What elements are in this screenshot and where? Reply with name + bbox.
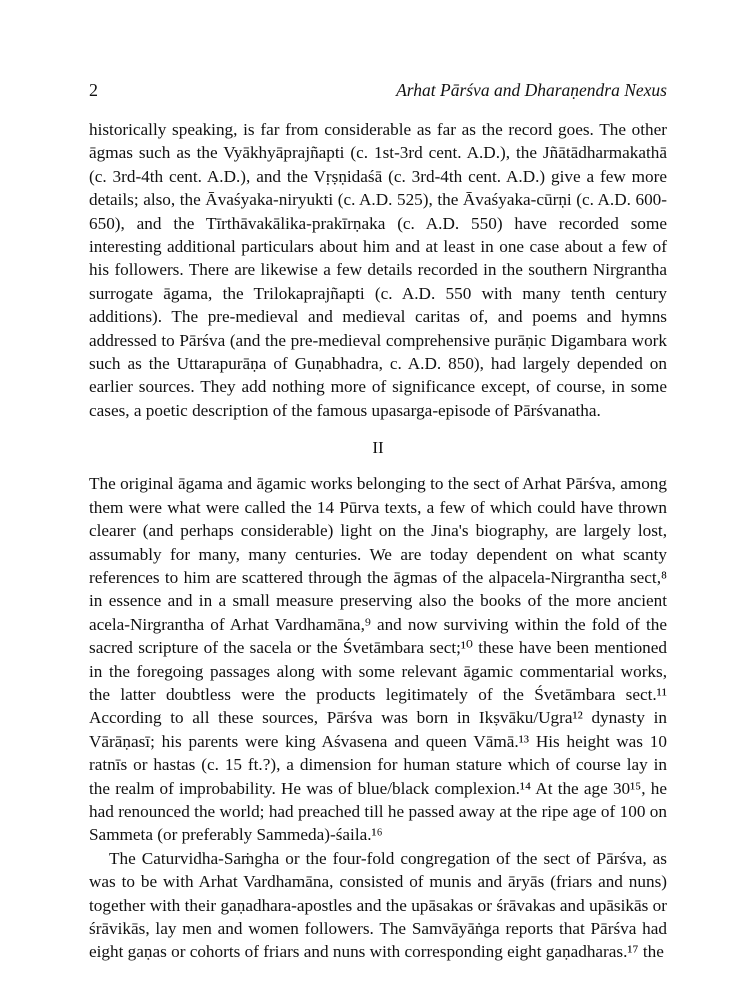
section-heading: II (372, 438, 384, 458)
body-text (89, 118, 667, 964)
paragraph-3: The Caturvidha-Saṁgha or the four-fold congregation of the sect of Pārśva, as was to be with Arhat Vardhamāna, consisted of munis and āryās (friars and nuns) together with their gaṇadhara-apostles and the upāsakas or śrāvakas and upāsikās or śrāvikās, lay men and women followers. The Samvāyāṅga reports that Pārśva had eight gaṇas or cohorts of friars and nuns with corresponding eight gaṇadharas.¹⁷ the (89, 848, 667, 962)
running-head: Arhat Pārśva and Dharaṇendra Nexus (396, 80, 667, 100)
paragraph-1: historically speaking, is far from considerable as far as the record goes. The other āgmas such as the Vyākhyāprajñapti (c. 1st-3rd cent. A.D.), the Jñātādharmakathā (c. 3rd-4th cent. A.D.), and the Vṛṣṇidaśā (c. 3rd-4th cent. A.D.) give a few more details; also, the Āvaśyaka-niryukti (c. A.D. 525), the Āvaśyaka-cūrṇi (c. A.D. 600-650), and the Tīrthāvakālika-prakīrṇaka (c. A.D. 550) have recorded some interesting additional particulars about him and at least in one case about a few of his followers. There are likewise a few details recorded in the southern Nirgrantha surrogate āgama, the Trilokaprajñapti (c. A.D. 550 with many tenth century additions). The pre-medieval and medieval caritas of, and poems and hymns addressed to Pārśva (and the pre-medieval comprehensive purāṇic Digambara work such as the Uttarapurāṇa of Guṇabhadra, c. A.D. 850), had largely depended on earlier sources. They add nothing more of significance except, of course, in some cases, a poetic description of the famous upasarga-episode of Pārśvanatha. (89, 120, 667, 420)
page-number: 2 (89, 80, 98, 100)
page-header (89, 80, 667, 101)
paragraph-2: The original āgama and āgamic works belonging to the sect of Arhat Pārśva, among them were what were called the 14 Pūrva texts, a few of which could have thrown clearer (and perhaps considerable) light on the Jina's biography, are largely lost, assumably for many, many centuries. We are today dependent on what scanty references to him are scattered through the āgmas of the alpacela-Nirgrantha sect,⁸ in essence and in a small measure preserving also the books of the more ancient acela-Nirgrantha of Arhat Vardhamāna,⁹ and now surviving within the fold of the sacred scripture of the sacela or the Śvetāmbara sect;¹⁰ these have been mentioned in the foregoing passages along with some relevant āgamic commentarial works, the latter doubtless were the products legitimately of the Śvetāmbara sect.¹¹ According to all these sources, Pārśva was born in Ikṣvāku/Ugra¹² dynasty in Vārāṇasī; his parents were king Aśvasena and queen Vāmā.¹³ His height was 10 ratnīs or hastas (c. 15 ft.?), a dimension for human stature which of course lay in the realm of improbability. He was of blue/black complexion.¹⁴ At the age 30¹⁵, he had renounced the world; had preached till he passed away at the ripe age of 100 on Sammeta (or preferably Sammeda)-śaila.¹⁶ (89, 474, 667, 845)
